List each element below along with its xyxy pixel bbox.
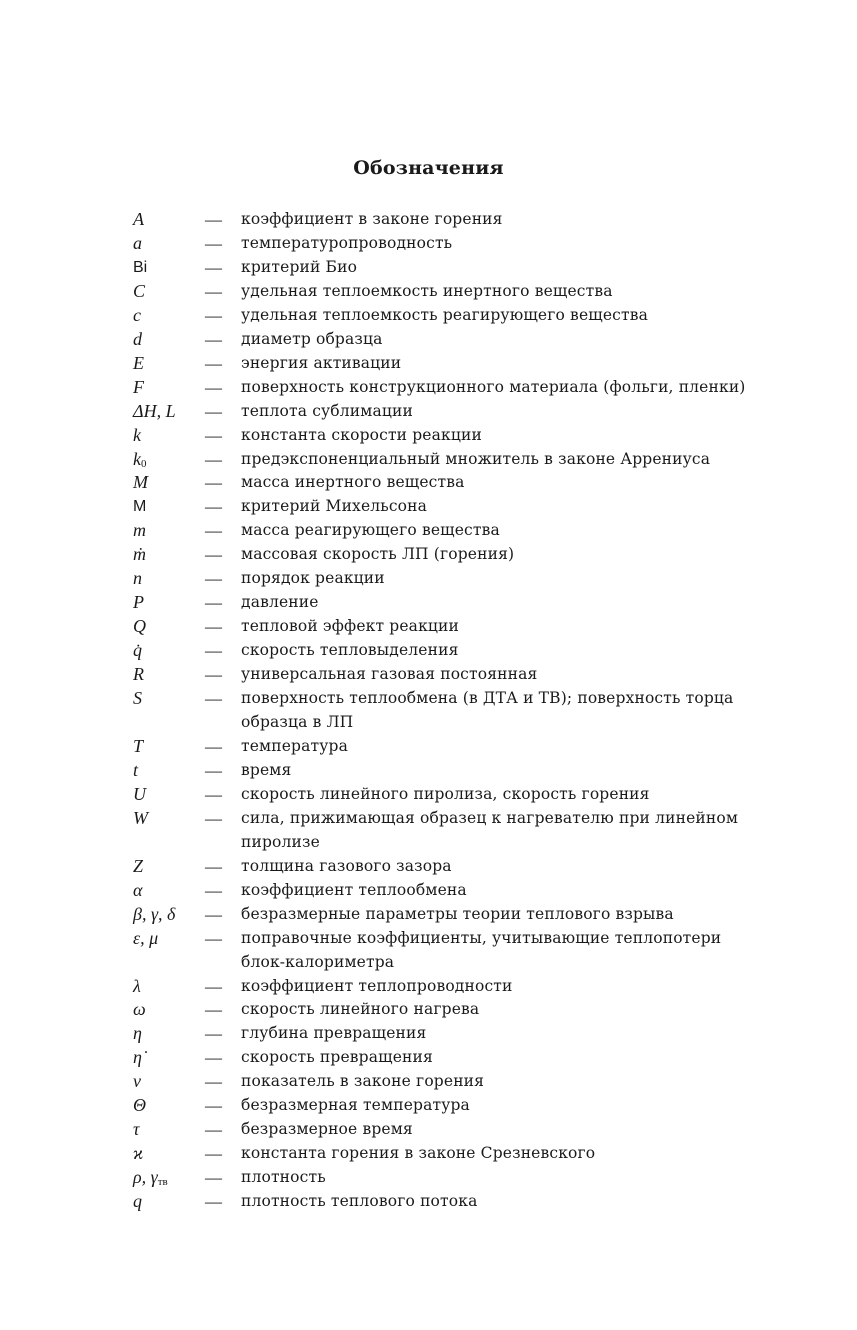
notation-symbol (133, 256, 203, 280)
notation-dash: — (205, 880, 222, 900)
notation-dash: — (205, 1192, 222, 1212)
notation-symbol-text: q (133, 1191, 142, 1212)
notation-dash: — (205, 808, 222, 828)
notation-symbol-text: ε, μ (133, 927, 159, 948)
notation-row (0, 232, 857, 256)
notation-symbol (133, 807, 203, 831)
notation-row (0, 783, 857, 807)
notation-dash: — (205, 233, 222, 253)
notation-row (0, 1118, 857, 1142)
notation-symbol (133, 1142, 203, 1166)
notation-row (0, 807, 857, 855)
notation-symbol (133, 352, 203, 376)
notation-symbol-text: k (133, 424, 141, 445)
notation-row (0, 927, 857, 975)
notation-symbol-text: τ (133, 1119, 140, 1140)
notation-definition: массовая скорость ЛП (горения) (241, 545, 515, 564)
notation-symbol (133, 400, 203, 424)
notation-definition: плотность теплового потока (241, 1192, 478, 1211)
notation-symbol-text: ω (133, 999, 146, 1020)
notation-definition: безразмерные параметры теории теплового взрыва (241, 904, 674, 923)
notation-dash: — (205, 1144, 222, 1164)
notation-symbol-text: t (133, 759, 139, 780)
notation-definition: скорость линейного пиролиза, скорость горения (241, 784, 650, 803)
notation-row (0, 543, 857, 567)
notation-symbol-text: η̇ (133, 1047, 142, 1068)
notation-definition: температуропроводность (241, 233, 453, 252)
notation-definition: коэффициент теплопроводности (241, 976, 513, 995)
notation-symbol (133, 376, 203, 400)
notation-symbol (133, 735, 203, 759)
notation-symbol-text: d (133, 328, 142, 349)
notation-row (0, 855, 857, 879)
notation-symbol (133, 471, 203, 495)
notation-row (0, 352, 857, 376)
notation-row (0, 256, 857, 280)
notation-definition: константа горения в законе Срезневского (241, 1144, 596, 1163)
notation-row (0, 208, 857, 232)
notation-symbol-text: U (133, 783, 146, 804)
notation-dash: — (205, 1000, 222, 1020)
notation-definition: сила, прижимающая образец к нагревателю при линейном пиролизе (241, 808, 739, 851)
notation-row (0, 663, 857, 687)
notation-dash: — (205, 210, 222, 229)
notation-definition: масса реагирующего вещества (241, 521, 500, 540)
notation-definition: скорость превращения (241, 1048, 433, 1067)
notation-symbol-text: M (133, 472, 148, 493)
notation-definition: константа скорости реакции (241, 425, 482, 444)
notation-definition: порядок реакции (241, 569, 385, 588)
notation-dash: — (205, 401, 222, 421)
notation-definition: скорость тепловыделения (241, 641, 459, 660)
notation-row (0, 1070, 857, 1094)
notation-symbol (133, 519, 203, 543)
notation-dash: — (205, 1120, 222, 1140)
notation-row (0, 735, 857, 759)
notation-definition: диаметр образца (241, 329, 383, 348)
notation-symbol-text: C (133, 280, 146, 301)
notation-symbol-text: R (133, 664, 144, 685)
notation-row (0, 1094, 857, 1118)
notation-dash: — (205, 736, 222, 756)
notation-definition: поправочные коэффициенты, учитывающие теплопотери блок-калориметра (241, 928, 722, 971)
notation-symbol-text: Q (133, 616, 146, 637)
notation-symbol (133, 879, 203, 903)
notation-symbol (133, 927, 203, 951)
notation-dash: — (205, 569, 222, 589)
notation-definition: критерий Михельсона (241, 497, 428, 516)
notation-symbol (133, 304, 203, 328)
notation-dash: — (205, 353, 222, 373)
page-title: Обозначения (353, 157, 504, 179)
notation-row (0, 1022, 857, 1046)
notation-definition: температура (241, 736, 348, 755)
notation-symbol-text: E (133, 352, 144, 373)
notation-definition: время (241, 760, 292, 779)
notation-symbol-text: T (133, 735, 144, 756)
notation-row (0, 1046, 857, 1070)
notation-symbol (133, 1094, 203, 1118)
notation-symbol (133, 759, 203, 783)
notation-symbol (133, 543, 203, 567)
notation-row (0, 879, 857, 903)
notation-dash: — (205, 1024, 222, 1044)
notation-symbol-text: S (133, 688, 142, 709)
notation-row (0, 400, 857, 424)
notation-symbol (133, 1070, 203, 1094)
notation-symbol (133, 1022, 203, 1046)
notation-symbol (133, 232, 203, 256)
notation-symbol (133, 998, 203, 1022)
notation-row (0, 328, 857, 352)
notation-row (0, 1190, 857, 1214)
notation-dash: — (205, 665, 222, 685)
notation-dash: — (205, 784, 222, 804)
notation-definition: удельная теплоемкость реагирующего вещества (241, 305, 648, 324)
notation-symbol-text: Bi (133, 258, 148, 276)
notation-dash: — (205, 689, 222, 709)
notation-row (0, 1142, 857, 1166)
notation-row (0, 639, 857, 663)
notation-definition: скорость линейного нагрева (241, 1000, 480, 1019)
notation-dash: — (205, 281, 222, 301)
notation-definition: удельная теплоемкость инертного вещества (241, 281, 613, 300)
notation-symbol (133, 1118, 203, 1142)
notation-symbol-text: ρ, γ (133, 1167, 158, 1188)
notation-definition: тепловой эффект реакции (241, 617, 459, 636)
notation-symbol (133, 903, 203, 927)
notation-symbol-text: n (133, 568, 142, 589)
notation-symbol-text: A (133, 209, 144, 229)
notation-dash: — (205, 257, 222, 277)
notation-symbol-text: P (133, 592, 144, 613)
notation-definition: показатель в законе горения (241, 1072, 485, 1091)
notation-definition: критерий Био (241, 257, 358, 276)
notation-symbol (133, 567, 203, 591)
notation-dash: — (205, 617, 222, 637)
notation-symbol-text: ṁ (133, 544, 146, 565)
notation-symbol-text: M (133, 498, 147, 516)
notation-row (0, 615, 857, 639)
notation-row (0, 448, 857, 472)
notation-symbol (133, 424, 203, 448)
notation-symbol-text: Z (133, 855, 144, 876)
notation-symbol (133, 975, 203, 999)
notation-symbol (133, 280, 203, 304)
notation-symbol-text: ν (133, 1071, 141, 1092)
notation-symbol (133, 591, 203, 615)
notation-symbol (133, 855, 203, 879)
notation-dash: — (205, 521, 222, 541)
notation-symbol (133, 495, 203, 519)
notation-dash: — (205, 305, 222, 325)
notation-dash: — (205, 760, 222, 780)
notation-symbol-text: c (133, 304, 141, 325)
notation-dash: — (205, 497, 222, 517)
notation-dash: — (205, 976, 222, 996)
notation-symbol (133, 1046, 203, 1070)
notation-symbol (133, 639, 203, 663)
notation-symbol (133, 328, 203, 352)
notation-dash: — (205, 856, 222, 876)
notation-row (0, 998, 857, 1022)
notation-row (0, 759, 857, 783)
notation-row (0, 1166, 857, 1190)
notation-definition: предэкспоненциальный множитель в законе Аррениуса (241, 449, 711, 468)
notation-symbol (133, 208, 203, 232)
notation-row (0, 304, 857, 328)
notation-definition: плотность (241, 1168, 326, 1187)
notation-symbol-text: Θ (133, 1095, 146, 1116)
notation-dash: — (205, 377, 222, 397)
notation-dash: — (205, 1072, 222, 1092)
notation-symbol-subscript: 0 (141, 457, 147, 470)
notation-dash: — (205, 1048, 222, 1068)
notation-dash: — (205, 593, 222, 613)
notation-dash: — (205, 928, 222, 948)
notation-symbol-text: k (133, 448, 141, 469)
notation-symbol-text: λ (133, 975, 141, 996)
notation-symbol-text: ϰ (133, 1143, 144, 1164)
notation-dash: — (205, 904, 222, 924)
notation-row (0, 495, 857, 519)
notation-dash: — (205, 1168, 222, 1188)
notation-definition: коэффициент теплообмена (241, 880, 467, 899)
notation-symbol-text: a (133, 232, 142, 253)
notation-row (0, 471, 857, 495)
notation-symbol-text: F (133, 376, 144, 397)
notation-dash: — (205, 545, 222, 565)
notation-row (0, 567, 857, 591)
notation-dash: — (205, 329, 222, 349)
notation-dash: — (205, 449, 222, 469)
notation-dash: — (205, 1096, 222, 1116)
notation-definition: теплота сублимации (241, 401, 413, 420)
notation-symbol (133, 783, 203, 807)
notation-symbol-text: ΔH, L (133, 400, 176, 421)
notation-definition: безразмерное время (241, 1120, 413, 1139)
notation-definition: давление (241, 593, 319, 612)
notation-definition: поверхность теплообмена (в ДТА и ТВ); поверхность торца образца в ЛП (241, 689, 734, 732)
notation-symbol-text: W (133, 807, 148, 828)
notation-dash: — (205, 425, 222, 445)
notation-row (0, 903, 857, 927)
notation-symbol (133, 687, 203, 711)
notation-row (0, 280, 857, 304)
notation-symbol-text: β, γ, δ (133, 903, 176, 924)
notation-definition: поверхность конструкционного материала (фольги, пленки) (241, 377, 746, 396)
notation-symbol (133, 663, 203, 687)
notation-row (0, 591, 857, 615)
notation-list (0, 208, 857, 1214)
notation-dash: — (205, 641, 222, 661)
notation-row (0, 975, 857, 999)
notation-row (0, 376, 857, 400)
notation-symbol-text: m (133, 520, 146, 541)
notation-row (0, 424, 857, 448)
notation-symbol-text: η (133, 1023, 142, 1044)
notation-row (0, 687, 857, 735)
notation-definition: универсальная газовая постоянная (241, 665, 538, 684)
notation-definition: глубина превращения (241, 1024, 427, 1043)
notation-definition: энергия активации (241, 353, 402, 372)
notation-definition: толщина газового зазора (241, 856, 452, 875)
notation-definition: масса инертного вещества (241, 473, 465, 492)
notation-symbol-text: q̇ (133, 640, 142, 661)
notation-symbol (133, 1190, 203, 1214)
notation-dash: — (205, 473, 222, 493)
notation-symbol-text: α (133, 879, 143, 900)
notation-definition: безразмерная температура (241, 1096, 470, 1115)
notation-row (0, 519, 857, 543)
notation-symbol-subscript: тв (157, 1176, 168, 1189)
notation-definition: коэффициент в законе горения (241, 210, 503, 228)
notation-symbol (133, 615, 203, 639)
